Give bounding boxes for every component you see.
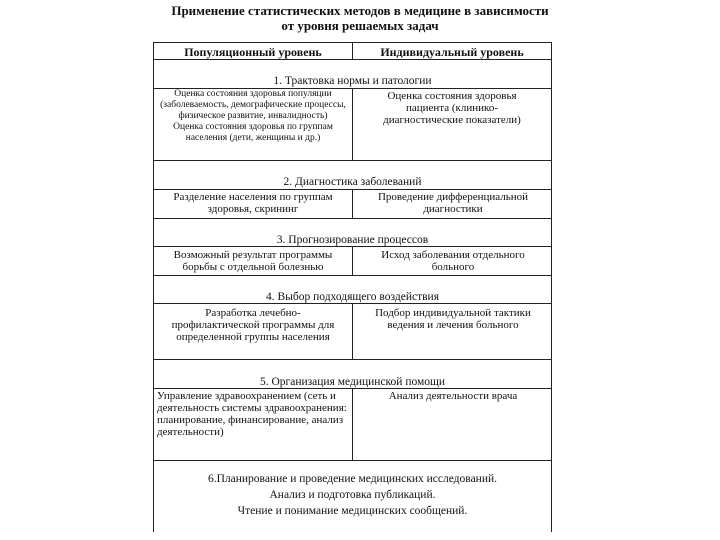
- section-1-population: Оценка состояния здоровья популяции (заболеваемость, демографические процессы, физическое развитие, инвалидность) Оценка состояния здоровья по группам населения (дети, женщины и др.): [160, 89, 346, 143]
- section-title-2: 2. Диагностика заболеваний: [283, 176, 422, 188]
- section-title-5: 5. Организация медицинской помощи: [259, 376, 446, 388]
- column-divider: [352, 189, 353, 218]
- section-6-line-3: Чтение и понимание медицинских сообщений.: [237, 505, 468, 517]
- column-divider: [352, 303, 353, 359]
- section-title-4: 4. Выбор подходящего воздействия: [266, 291, 439, 303]
- row-divider: [154, 59, 551, 60]
- section-6-block: [154, 471, 551, 519]
- section-title-3: 3. Прогнозирование процессов: [276, 234, 429, 246]
- section-6-line-2: Анализ и подготовка публикаций.: [269, 489, 436, 501]
- header-individual: Индивидуальный уровень: [380, 45, 524, 59]
- section-6-line-1: 6.Планирование и проведение медицинских исследований.: [207, 473, 498, 485]
- title-line-1: Применение статистических методов в медицине в зависимости: [171, 3, 549, 18]
- title-line-2: от уровня решаемых задач: [281, 18, 439, 33]
- section-4-individual: Подбор индивидуальной тактики ведения и лечения больного: [375, 307, 531, 331]
- section-3-population: Возможный результат программы борьбы с отдельной болезнью: [173, 249, 333, 273]
- row-divider: [154, 218, 551, 219]
- header-population: Популяционный уровень: [184, 45, 322, 59]
- section-3-individual: Исход заболевания отдельного больного: [381, 249, 525, 273]
- column-divider: [352, 88, 353, 160]
- row-divider: [154, 359, 551, 360]
- section-1-individual: Оценка состояния здоровья пациента (клинико-диагностические показатели): [383, 90, 521, 126]
- column-divider: [352, 246, 353, 275]
- column-divider: [352, 43, 353, 59]
- column-divider: [352, 388, 353, 460]
- section-title-1: 1. Трактовка нормы и патологии: [273, 75, 432, 87]
- section-4-population: Разработка лечебно-профилактической программы для определенной группы населения: [171, 307, 335, 343]
- row-divider: [154, 275, 551, 276]
- section-2-individual: Проведение дифференциальной диагностики: [377, 191, 529, 215]
- section-5-individual: Анализ деятельности врача: [388, 390, 518, 402]
- page-title: [0, 3, 720, 33]
- row-divider: [154, 460, 551, 461]
- methods-table: [153, 42, 552, 532]
- section-5-population: Управление здравоохранением (сеть и деятельность системы здравоохранения: планирование, финансирование, анализ деятельности): [157, 390, 347, 438]
- section-2-population: Разделение населения по группам здоровья, скрининг: [173, 191, 333, 215]
- row-divider: [154, 160, 551, 161]
